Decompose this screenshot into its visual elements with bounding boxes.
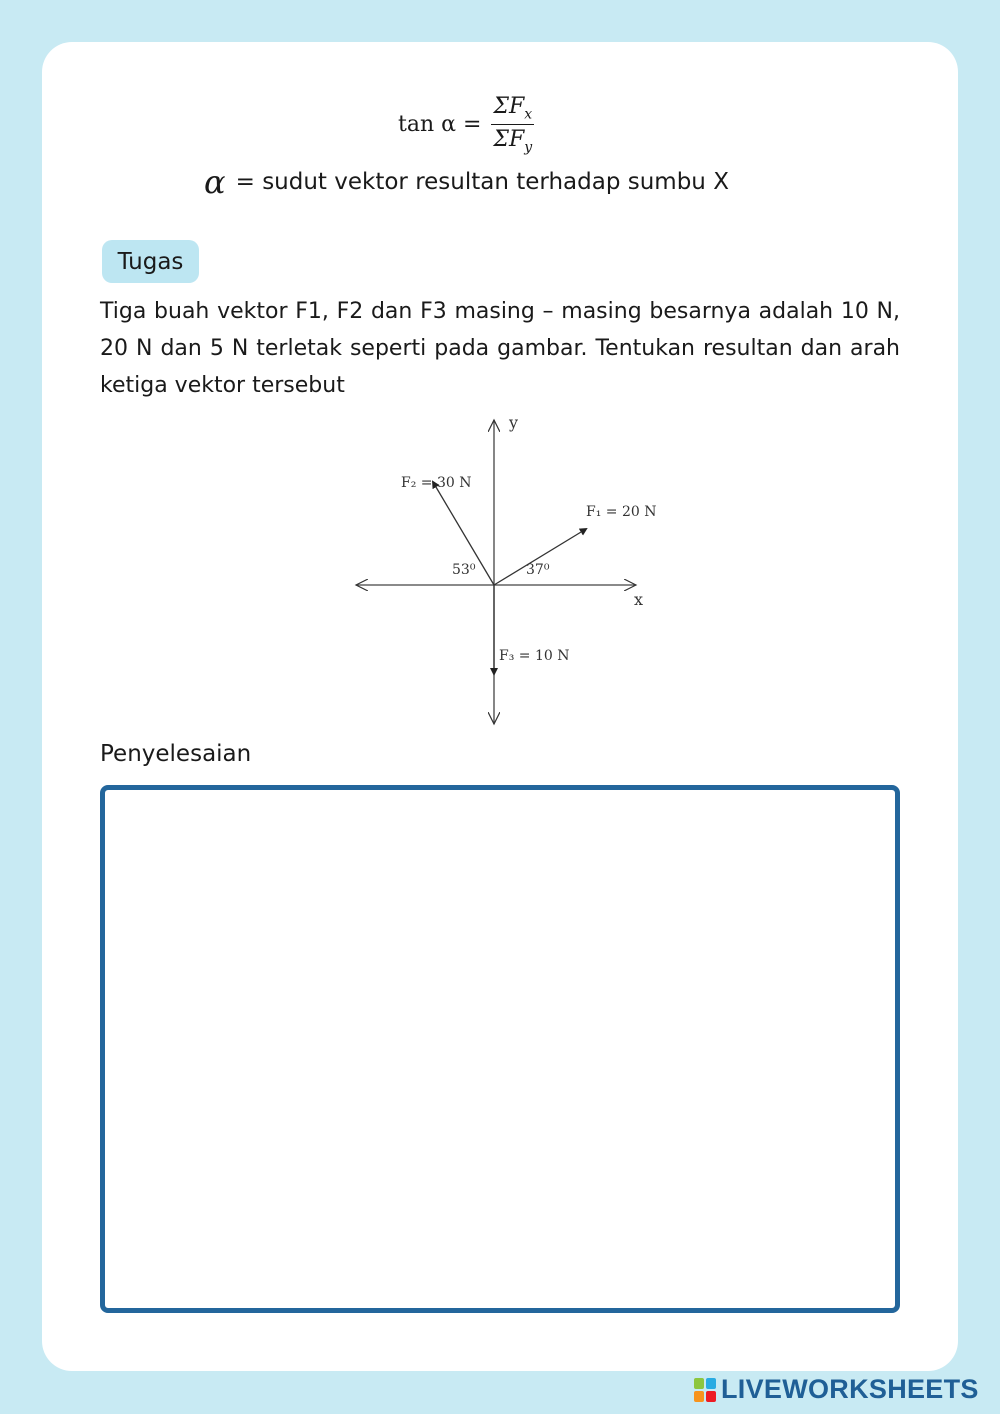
- formula-numerator: $\Sigma F_x$: [491, 94, 534, 125]
- tan-alpha-formula: [398, 94, 534, 156]
- f2-label: F₂ = 30 N: [401, 475, 472, 491]
- formula-denominator: $\Sigma F_y$: [493, 127, 533, 156]
- brand-name: LIVEWORKSHEETS: [721, 1374, 979, 1404]
- solution-label: Penyelesaian: [100, 741, 252, 767]
- task-paragraph: Tiga buah vektor F1, F2 dan F3 masing – masing besarnya adalah 10 N, 20 N dan 5 N terletak seperti pada gambar. Tentukan resultan dan arah ketiga vektor tersebut: [100, 299, 900, 398]
- alpha-definition-text: = sudut vektor resultan terhadap sumbu X: [235, 169, 729, 195]
- angle-f1-label: 37⁰: [526, 562, 550, 578]
- formula-fraction: [491, 94, 534, 156]
- angle-f2-label: 53⁰: [452, 562, 476, 578]
- alpha-symbol: α: [204, 163, 226, 201]
- y-axis-label: y: [509, 413, 519, 432]
- vector-diagram: [340, 410, 680, 735]
- task-badge: Tugas: [102, 240, 199, 283]
- liveworksheets-brand: [694, 1374, 979, 1405]
- alpha-definition: [204, 163, 729, 201]
- x-axis-label: x: [634, 590, 644, 609]
- f1-label: F₁ = 20 N: [586, 504, 657, 520]
- formula-lhs: tan α =: [398, 112, 482, 138]
- answer-input-box[interactable]: [100, 785, 900, 1313]
- liveworksheets-logo-icon: [694, 1378, 716, 1402]
- f3-label: F₃ = 10 N: [499, 648, 570, 664]
